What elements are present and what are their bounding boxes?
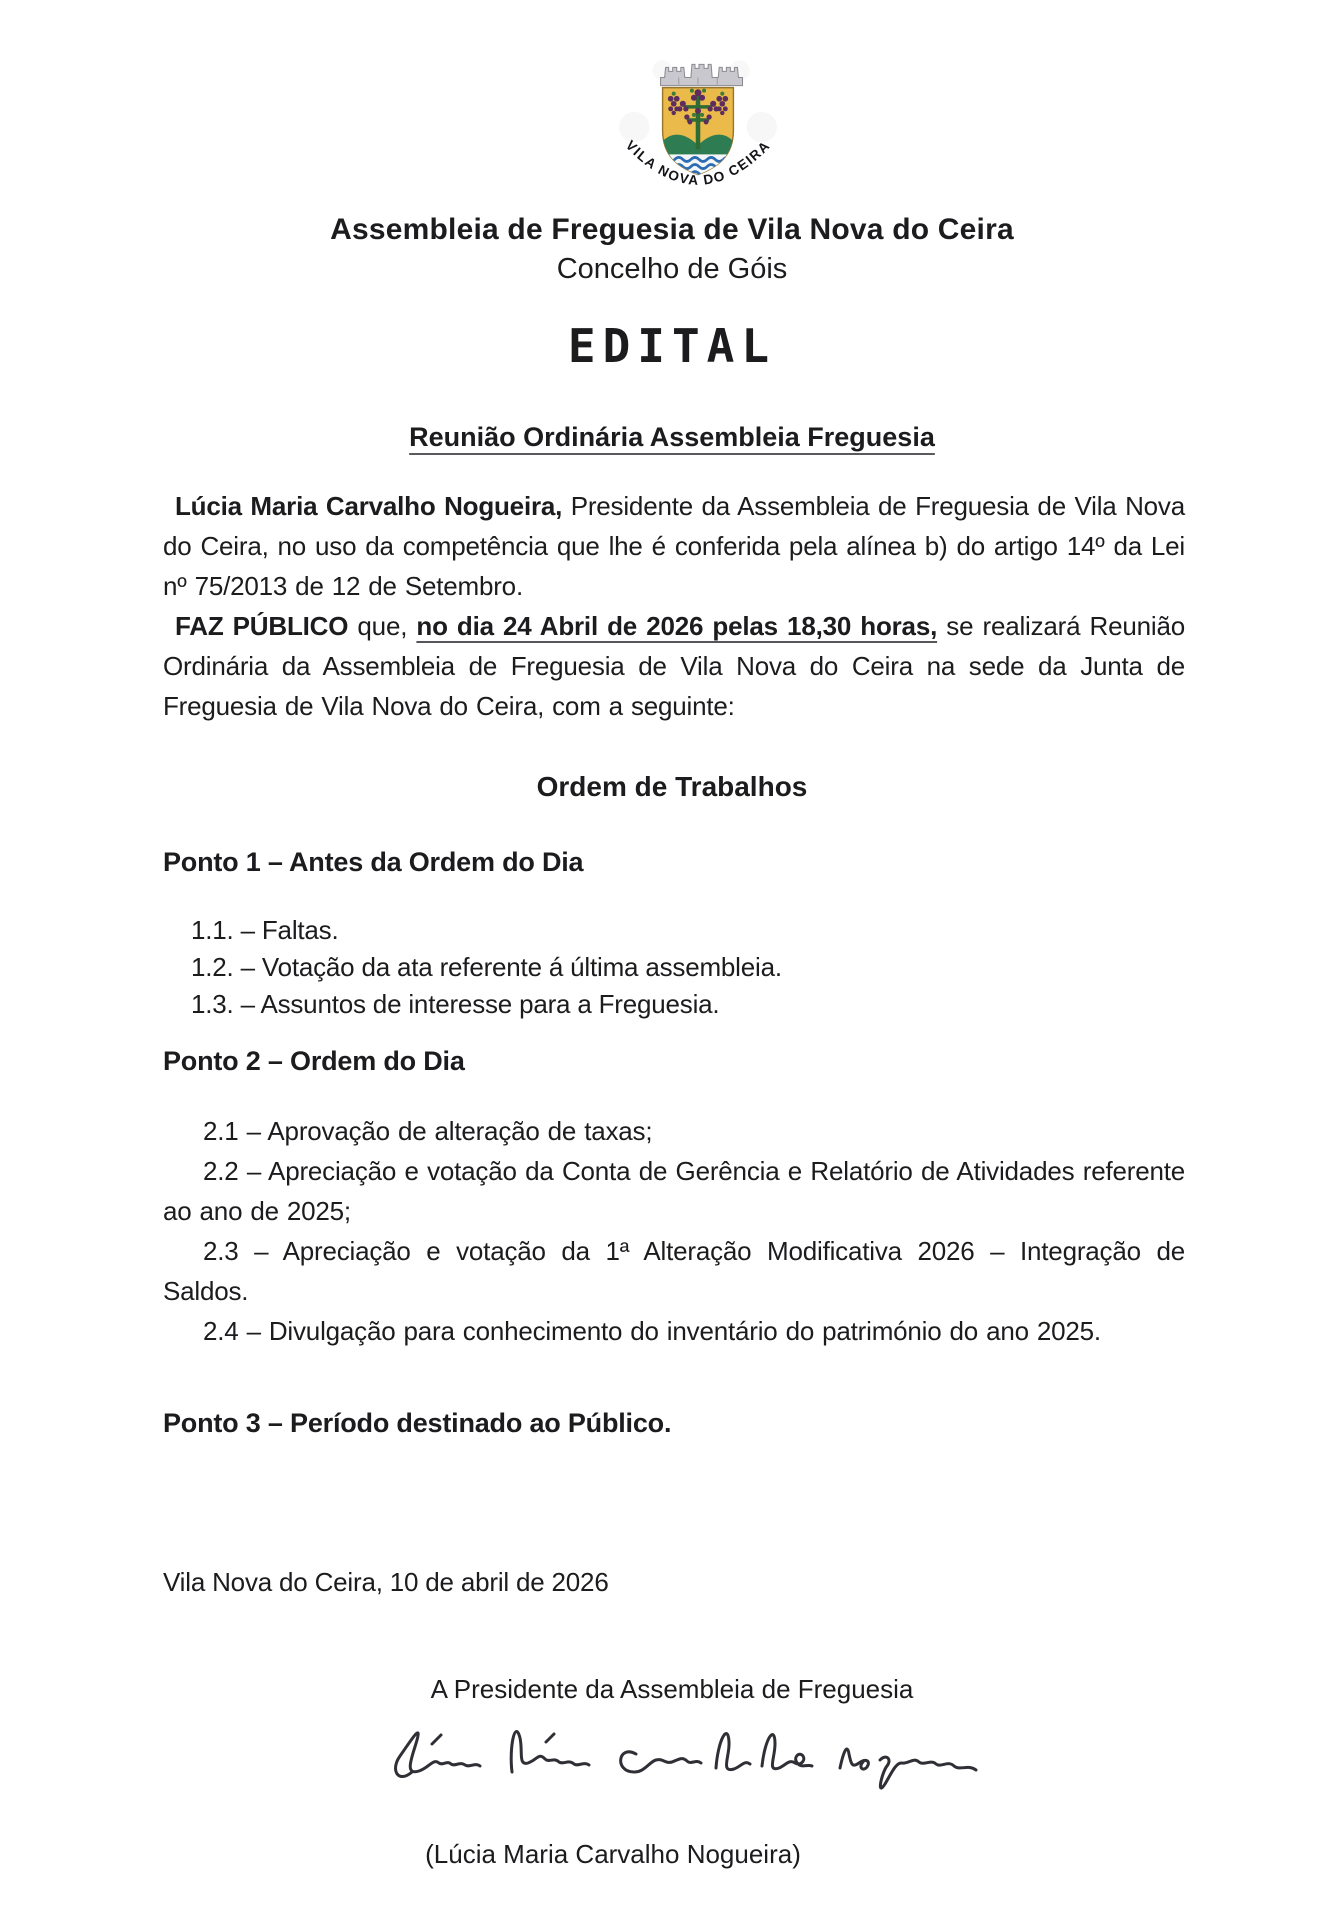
doc-subtitle-text: Reunião Ordinária Assembleia Freguesia	[409, 422, 935, 452]
agenda-item: 1.1. – Faltas.	[191, 915, 339, 945]
agenda-heading: Ordem de Trabalhos	[536, 771, 808, 802]
doc-subtitle	[0, 420, 1344, 454]
coat-of-arms	[612, 40, 784, 202]
doc-title: EDITAL	[567, 319, 777, 373]
handwritten-signature	[388, 1698, 988, 1808]
agenda-item: 2.4 – Divulgação para conhecimento do inventário do património do ano 2025.	[203, 1316, 1101, 1346]
mural-crown-icon	[661, 64, 743, 85]
text-run: FAZ PÚBLICO	[175, 611, 349, 641]
body-paragraphs	[163, 486, 1185, 726]
dateline: Vila Nova do Ceira, 10 de abril de 2026	[163, 1567, 609, 1597]
agenda-items	[191, 912, 1185, 1023]
body-paragraph-1	[163, 486, 1185, 606]
crest-banner: VILA NOVA DO CEIRA	[622, 137, 774, 188]
org-name: Assembleia de Freguesia de Vila Nova do Ceira	[330, 213, 1014, 246]
agenda-item: 2.1 – Aprovação de alteração de taxas;	[203, 1116, 653, 1146]
agenda-sections	[163, 846, 1185, 1439]
signature-printed-name: (Lúcia Maria Carvalho Nogueira)	[425, 1839, 801, 1869]
agenda-section-3	[163, 1407, 1185, 1439]
agenda-item: 1.2. – Votação da ata referente á última assembleia.	[191, 952, 782, 982]
signature-role-line: A Presidente da Assembleia de Freguesia	[430, 1674, 914, 1704]
text-run: no dia 24 Abril de 2026 pelas 18,30 horas,	[416, 611, 938, 641]
agenda-item: 1.3. – Assuntos de interesse para a Freguesia.	[191, 989, 720, 1019]
agenda-section-1	[163, 846, 1185, 1023]
text-run: Presidente da Assembleia de Freguesia de Vila Nova do Ceira, no uso da competência que lhe é conferida pela alínea b) do artigo 14º da Lei nº 75/2013 de 12 de Setembro.	[163, 491, 1185, 601]
text-run: Lúcia Maria Carvalho Nogueira,	[175, 491, 563, 521]
agenda-section-2	[163, 1045, 1185, 1351]
text-run: que,	[348, 611, 417, 641]
agenda-items	[163, 1111, 1185, 1351]
body-paragraph-2	[163, 606, 1185, 726]
text-run: se realizará Reunião Ordinária da Assembleia de Freguesia de Vila Nova do Ceira na sede da Junta de Freguesia de Vila Nova do Ceira, com a seguinte:	[163, 611, 1185, 721]
agenda-section-title: Ponto 2 – Ordem do Dia	[163, 1046, 465, 1076]
agenda-section-title: Ponto 3 – Período destinado ao Público.	[163, 1408, 672, 1438]
agenda-section-title: Ponto 1 – Antes da Ordem do Dia	[163, 847, 584, 877]
municipality: Concelho de Góis	[556, 253, 788, 285]
agenda-item: 2.3 – Apreciação e votação da 1ª Alteração Modificativa 2026 – Integração de Saldos.	[163, 1236, 1185, 1306]
agenda-item: 2.2 – Apreciação e votação da Conta de Gerência e Relatório de Atividades referente ao ano de 2025;	[163, 1156, 1185, 1226]
